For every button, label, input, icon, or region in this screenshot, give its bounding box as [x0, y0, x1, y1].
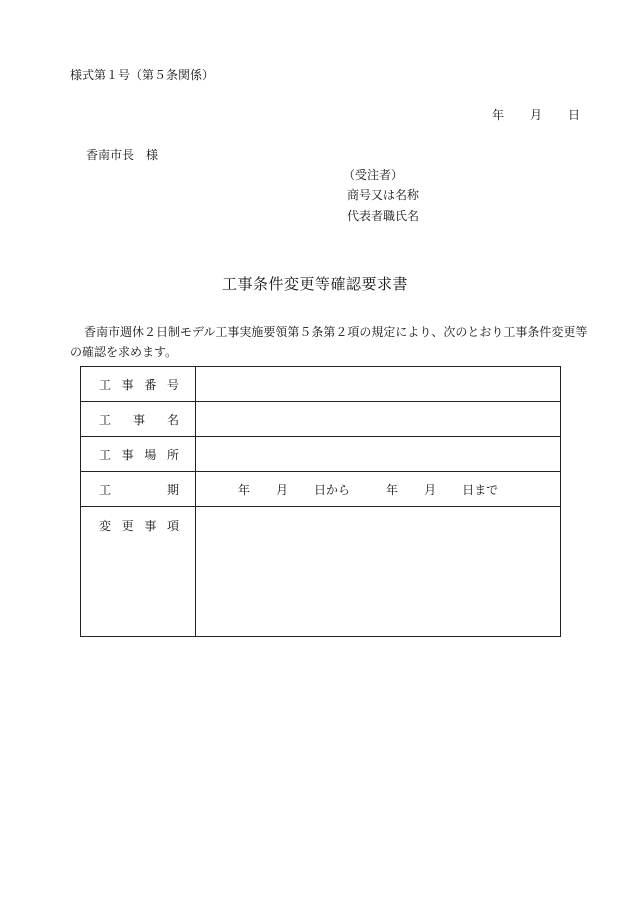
value-changes[interactable]	[196, 507, 561, 637]
label-construction-site: 工 事 場 所	[81, 437, 196, 472]
period-to-month: 月	[424, 482, 437, 497]
table-row-construction-site	[81, 437, 561, 472]
representative-name-label: 代表者職氏名	[347, 209, 420, 223]
label-changes: 変 更 事 項	[81, 507, 196, 637]
body-text: 香南市週休２日制モデル工事実施要領第５条第２項の規定により、次のとおり工事条件変更等の確認を求めます。	[70, 325, 588, 359]
table-row-construction-period	[81, 472, 561, 507]
period-to-year: 年	[386, 482, 399, 497]
value-construction-site[interactable]	[196, 437, 561, 472]
document-title: 工事条件変更等確認要求書	[221, 275, 408, 293]
date-year: 年	[492, 108, 505, 122]
company-name-label: 商号又は名称	[347, 188, 420, 202]
info-table	[80, 366, 561, 637]
table-row-construction-name	[81, 402, 561, 437]
label-construction-name: 工 事 名	[81, 402, 196, 437]
value-construction-name[interactable]	[196, 402, 561, 437]
period-from-day: 日から	[314, 482, 351, 497]
addressee: 香南市長 様	[86, 148, 159, 162]
form-number: 様式第１号（第５条関係）	[70, 68, 215, 82]
date-day: 日	[568, 108, 581, 122]
value-construction-period[interactable]	[196, 472, 561, 507]
contractor-label: （受注者）	[343, 168, 404, 182]
date-month: 月	[530, 108, 543, 122]
label-construction-number: 工 事 番 号	[81, 367, 196, 402]
period-from-month: 月	[276, 482, 289, 497]
table-row-construction-number	[81, 367, 561, 402]
table-row-changes	[81, 507, 561, 637]
label-construction-period: 工 期	[81, 472, 196, 507]
period-from-year: 年	[238, 482, 251, 497]
date-line	[492, 106, 580, 123]
value-construction-number[interactable]	[196, 367, 561, 402]
period-to-day: 日まで	[462, 482, 499, 497]
